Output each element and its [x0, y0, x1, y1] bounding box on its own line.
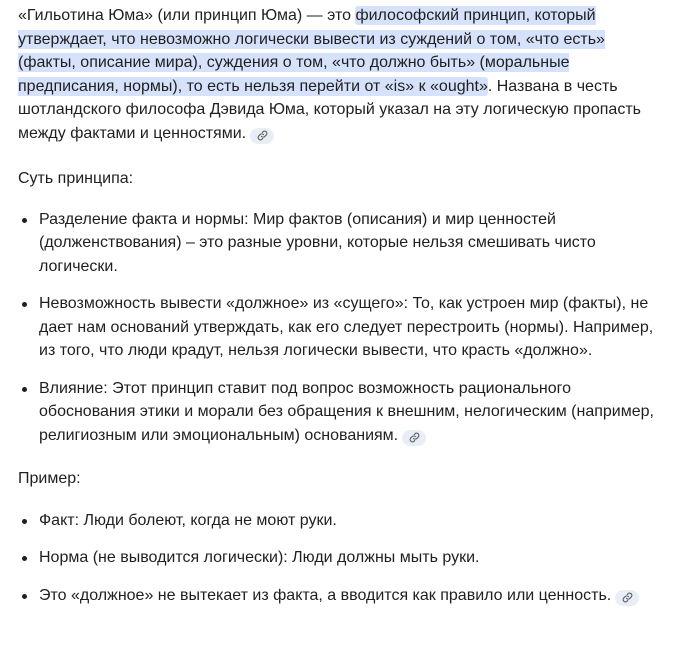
source-link-button[interactable] [615, 590, 639, 606]
link-icon [622, 592, 633, 603]
link-icon [409, 432, 420, 443]
response-content [18, 4, 658, 607]
highlighted-definition[interactable]: философский принцип, который утверждает, что невозможно логически вывести из суждений о том, «что есть» (факты, описание мира), суждения о том, «что должно быть» (моральные предписания, нормы), то есть нельзя перейти от «is» к «ought» [18, 7, 605, 95]
essence-list [18, 208, 658, 448]
intro-text-start: «Гильотина Юма» (или принцип Юма) — это [18, 7, 356, 24]
intro-text-end: . Названа в честь шотландского философа Дэвида Юма, который указал на эту логическую пропасть между фактами и ценностями. [18, 77, 641, 142]
essence-item-influence: Влияние: Этот принцип ставит под вопрос возможность рационального обоснования этики и морали без обращения к внешним, нелогическим (например, религиозным или эмоциональным) основаниям. [18, 377, 658, 448]
example-list [18, 509, 658, 608]
link-icon [257, 130, 268, 141]
intro-paragraph [18, 4, 658, 145]
example-item-norm: Норма (не выводится логически): Люди должны мыть руки. [18, 546, 658, 570]
essence-item-impossibility: Невозможность вывести «должное» из «сущего»: То, как устроен мир (факты), не дает нам оснований утверждать, как его следует перестроить (нормы). Например, из того, что люди крадут, нельзя логически вывести, что красть «должно». [18, 292, 658, 363]
example-item-fact: Факт: Люди болеют, когда не моют руки. [18, 509, 658, 533]
essence-item-fact-norm: Разделение факта и нормы: Мир фактов (описания) и мир ценностей (долженствования) – это разные уровни, которые нельзя смешивать чисто логически. [18, 208, 658, 279]
source-link-button[interactable] [250, 128, 274, 144]
essence-heading: Суть принципа: [18, 170, 134, 187]
example-heading: Пример: [18, 470, 81, 487]
source-link-button[interactable] [402, 430, 426, 446]
example-item-conclusion: Это «должное» не вытекает из факта, а вводится как правило или ценность. [18, 584, 658, 608]
